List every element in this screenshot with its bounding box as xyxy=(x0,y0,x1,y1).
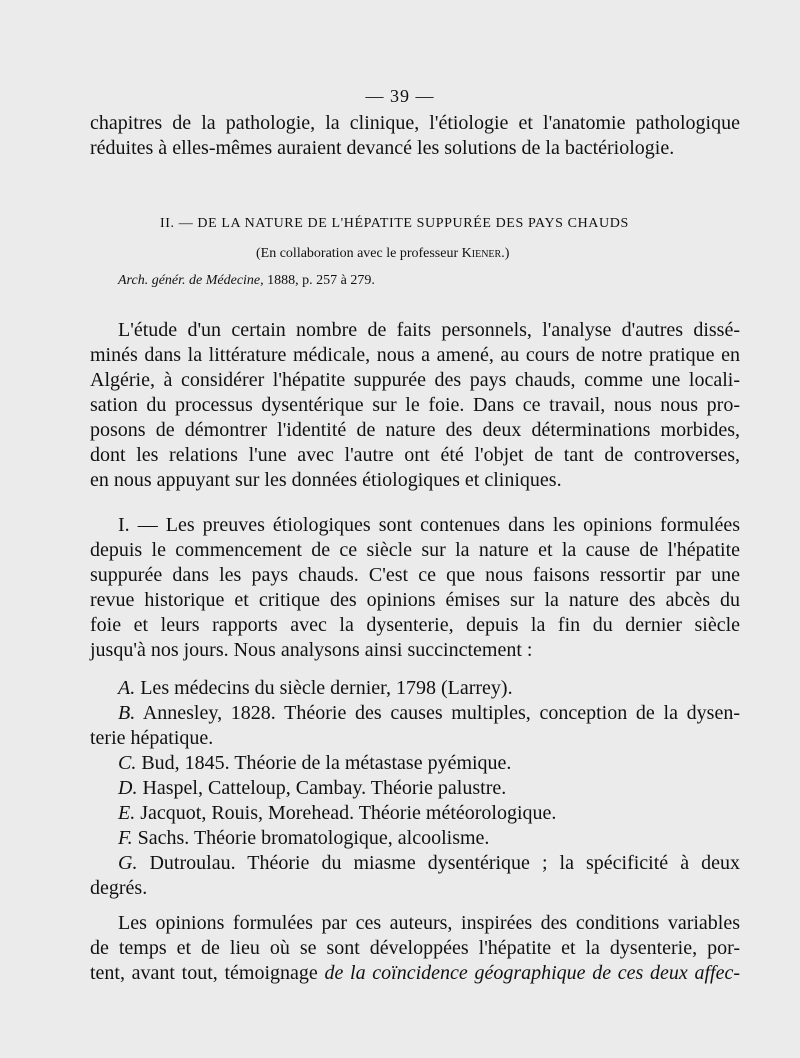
paragraph-1-line: minés dans la littérature médicale, nous a amené, au cours de notre pratique en xyxy=(90,344,740,366)
paragraph-2 xyxy=(90,513,740,663)
list-item-c xyxy=(90,751,740,776)
paragraph-1-line: dont les relations l'une avec l'autre ont été l'objet de tant de controverses, xyxy=(90,444,740,466)
intro-line-2: réduites à elles-mêmes auraient devancé les solutions de la bactériologie. xyxy=(90,137,675,159)
paragraph-2-line: foie et leurs rapports avec la dysenterie, depuis la fin du dernier siècle xyxy=(90,614,740,636)
collaboration-note xyxy=(256,246,509,262)
paragraph-1-line: en nous appuyant sur les données étiologiques et cliniques. xyxy=(90,469,562,491)
list-item-letter: G. xyxy=(118,852,138,874)
list-item-a xyxy=(90,676,740,701)
intro-paragraph xyxy=(90,111,740,161)
paragraph-2-line: suppurée dans les pays chauds. C'est ce que nous faisons ressortir par une xyxy=(90,564,740,586)
collab-suffix: ) xyxy=(504,246,510,261)
paragraph-1-line: posons de démontrer l'identité de nature des deux déterminations morbides, xyxy=(90,419,740,441)
list-item-g-continuation: degrés. xyxy=(90,877,148,899)
list-item-b-continuation: terie hépatique. xyxy=(90,727,214,749)
list-item-letter: C. xyxy=(118,752,137,774)
list-item-text: Les médecins du siècle dernier, 1798 (Larrey). xyxy=(140,677,513,699)
list-item-d xyxy=(90,776,740,801)
citation-details: 1888, p. 257 à 279. xyxy=(263,273,375,288)
paragraph-1 xyxy=(90,318,740,493)
paragraph-3-line: Les opinions formulées par ces auteurs, inspirées des conditions variables xyxy=(118,912,740,934)
list-item-g xyxy=(90,851,740,876)
paragraph-2-line: revue historique et critique des opinions émises sur la nature des abcès du xyxy=(90,589,740,611)
paragraph-1-line: sation du processus dysentérique sur le foie. Dans ce travail, nous nous pro- xyxy=(90,394,740,416)
paragraph-2-line: I. — Les preuves étiologiques sont contenues dans les opinions formulées xyxy=(118,514,740,536)
theory-list xyxy=(90,676,740,901)
paragraph-3-line: de temps et de lieu où se sont développées l'hépatite et la dysenterie, por- xyxy=(90,937,740,959)
list-item-f xyxy=(90,826,740,851)
list-item-text: Annesley, 1828. Théorie des causes multiples, conception de la dysen- xyxy=(142,702,740,724)
list-item-text: Dutroulau. Théorie du miasme dysentérique ; la spécificité à deux xyxy=(149,852,740,874)
list-item-text: Haspel, Catteloup, Cambay. Théorie palustre. xyxy=(142,777,507,799)
collab-prefix: (En collaboration avec le professeur xyxy=(256,246,462,261)
list-item-letter: D. xyxy=(118,777,138,799)
citation-journal: Arch. génér. de Médecine, xyxy=(118,273,264,288)
intro-line-1: chapitres de la pathologie, la clinique, l'étiologie et l'anatomie pathologique xyxy=(90,112,740,134)
list-item-letter: B. xyxy=(118,702,136,724)
collab-name: Kiener. xyxy=(461,246,505,261)
citation xyxy=(118,273,375,289)
list-item-e xyxy=(90,801,740,826)
paragraph-3-plain: tent, avant tout, témoignage xyxy=(90,962,325,984)
paragraph-2-line: depuis le commencement de ce siècle sur la nature et la cause de l'hépatite xyxy=(90,539,740,561)
list-item-b xyxy=(90,701,740,726)
paragraph-1-line: Algérie, à considérer l'hépatite suppurée des pays chauds, comme une locali- xyxy=(90,369,740,391)
paragraph-1-line: L'étude d'un certain nombre de faits personnels, l'analyse d'autres dissé- xyxy=(118,319,740,341)
page-number: — 39 — xyxy=(365,86,435,106)
paragraph-3 xyxy=(90,911,740,986)
list-item-text: Sachs. Théorie bromatologique, alcoolisme. xyxy=(137,827,490,849)
list-item-text: Bud, 1845. Théorie de la métastase pyémique. xyxy=(141,752,512,774)
list-item-letter: F. xyxy=(118,827,133,849)
paragraph-3-italic: de la coïncidence géographique de ces deux affec- xyxy=(324,962,740,984)
list-item-letter: A. xyxy=(118,677,136,699)
list-item-letter: E. xyxy=(118,802,136,824)
paragraph-2-line: jusqu'à nos jours. Nous analysons ainsi succinctement : xyxy=(90,639,533,661)
list-item-text: Jacquot, Rouis, Morehead. Théorie météorologique. xyxy=(140,802,557,824)
paragraph-3-line xyxy=(90,961,740,986)
section-heading: II. — DE LA NATURE DE L'HÉPATITE SUPPURÉE DES PAYS CHAUDS xyxy=(160,216,629,231)
